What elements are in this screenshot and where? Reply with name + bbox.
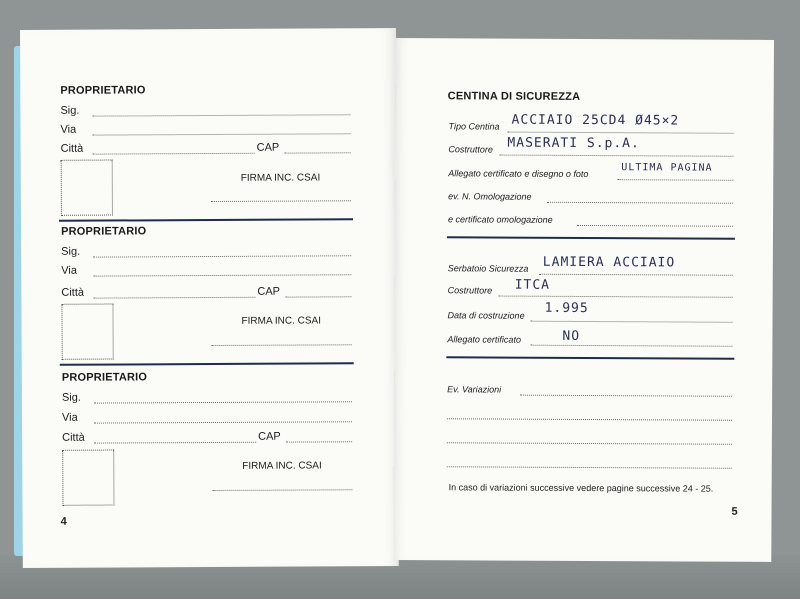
costruttore-value[interactable]: MASERATI S.p.A. [507, 135, 640, 152]
data-costruzione-value[interactable]: 1.995 [544, 300, 589, 317]
section-rule [60, 362, 354, 366]
photo-box [62, 450, 114, 506]
photo-box [61, 304, 113, 360]
owner-title: PROPRIETARIO [61, 225, 147, 238]
citta-label: Città [60, 142, 84, 155]
cap-field[interactable] [285, 152, 351, 153]
allegato-certificato-label: Allegato certificato [447, 334, 521, 345]
via-field[interactable] [94, 421, 352, 423]
photo-box [61, 160, 113, 216]
owner-block-2 [20, 28, 396, 327]
data-costruzione-label: Data di costruzione [447, 310, 525, 321]
costruttore-line [499, 155, 733, 157]
sig-field[interactable] [94, 401, 352, 403]
page-number: 4 [60, 515, 67, 528]
sig-label: Sig. [60, 104, 80, 117]
certificato-omologazione-label: e certificato omologazione [448, 214, 553, 225]
cap-label: CAP [258, 430, 281, 443]
page-title: CENTINA DI SICUREZZA [447, 90, 581, 103]
section-rule [447, 236, 735, 240]
tipo-centina-value[interactable]: ACCIAIO 25CD4 Ø45×2 [511, 112, 680, 129]
citta-field[interactable] [93, 153, 255, 155]
sig-field[interactable] [93, 255, 351, 257]
tipo-centina-label: Tipo Centina [448, 121, 500, 132]
signature-label: FIRMA INC. CSAI [242, 460, 322, 472]
allegato-foto-line [617, 179, 733, 181]
allegato-certificato-value[interactable]: NO [562, 328, 581, 344]
cap-label: CAP [257, 285, 281, 298]
signature-label: FIRMA INC. CSAI [241, 315, 322, 327]
serbatoio-value[interactable]: LAMIERA ACCIAIO [542, 254, 676, 271]
via-label: Via [61, 411, 78, 424]
cap-label: CAP [256, 141, 280, 154]
costruttore-2-line [499, 296, 733, 298]
signature-field[interactable] [212, 344, 352, 346]
citta-field[interactable] [93, 297, 255, 299]
section-rule [446, 356, 734, 360]
owner-title: PROPRIETARIO [60, 84, 146, 97]
allegato-foto-label: Allegato certificato e disegno o foto [448, 168, 589, 180]
allegato-foto-value[interactable]: ULTIMA PAGINA [621, 162, 713, 174]
sig-label: Sig. [61, 391, 81, 404]
via-label: Via [60, 123, 77, 136]
variazioni-line-3[interactable] [447, 442, 732, 444]
citta-field[interactable] [94, 442, 256, 444]
right-page [393, 38, 774, 562]
sig-label: Sig. [61, 245, 81, 258]
variazioni-line-1[interactable] [520, 395, 732, 397]
cap-field[interactable] [285, 296, 351, 297]
omologazione-label: ev. N. Omologazione [448, 191, 532, 202]
serbatoio-line [539, 274, 733, 276]
left-page [20, 28, 399, 568]
owner-title: PROPRIETARIO [61, 371, 148, 384]
sig-field[interactable] [92, 114, 350, 116]
section-rule [59, 218, 353, 222]
signature-label: FIRMA INC. CSAI [240, 172, 321, 184]
costruttore-label: Costruttore [448, 144, 493, 155]
serbatoio-label: Serbatoio Sicurezza [447, 263, 529, 274]
signature-field[interactable] [211, 200, 351, 202]
citta-label: Città [62, 431, 85, 444]
footer-note: In caso di variazioni successive vedere pagine successive 24 - 25. [448, 482, 714, 494]
costruttore-2-label: Costruttore [447, 285, 493, 296]
owner-block-3 [20, 28, 396, 472]
variazioni-label: Ev. Variazioni [447, 384, 502, 395]
signature-field[interactable] [212, 489, 352, 491]
cap-field[interactable] [286, 441, 352, 442]
data-costruzione-line [531, 321, 733, 323]
owner-block-1 [20, 28, 396, 184]
via-field[interactable] [93, 274, 351, 276]
citta-label: Città [61, 286, 85, 299]
tipo-centina-line [508, 132, 734, 134]
omologazione-field[interactable] [547, 202, 733, 204]
certificato-omologazione-field[interactable] [577, 225, 733, 227]
allegato-certificato-line [530, 345, 732, 347]
variazioni-line-2[interactable] [447, 418, 732, 420]
via-field[interactable] [93, 133, 351, 135]
page-number: 5 [731, 505, 738, 518]
via-label: Via [61, 264, 77, 277]
costruttore-2-value[interactable]: ITCA [514, 277, 551, 293]
variazioni-line-4[interactable] [447, 466, 732, 468]
